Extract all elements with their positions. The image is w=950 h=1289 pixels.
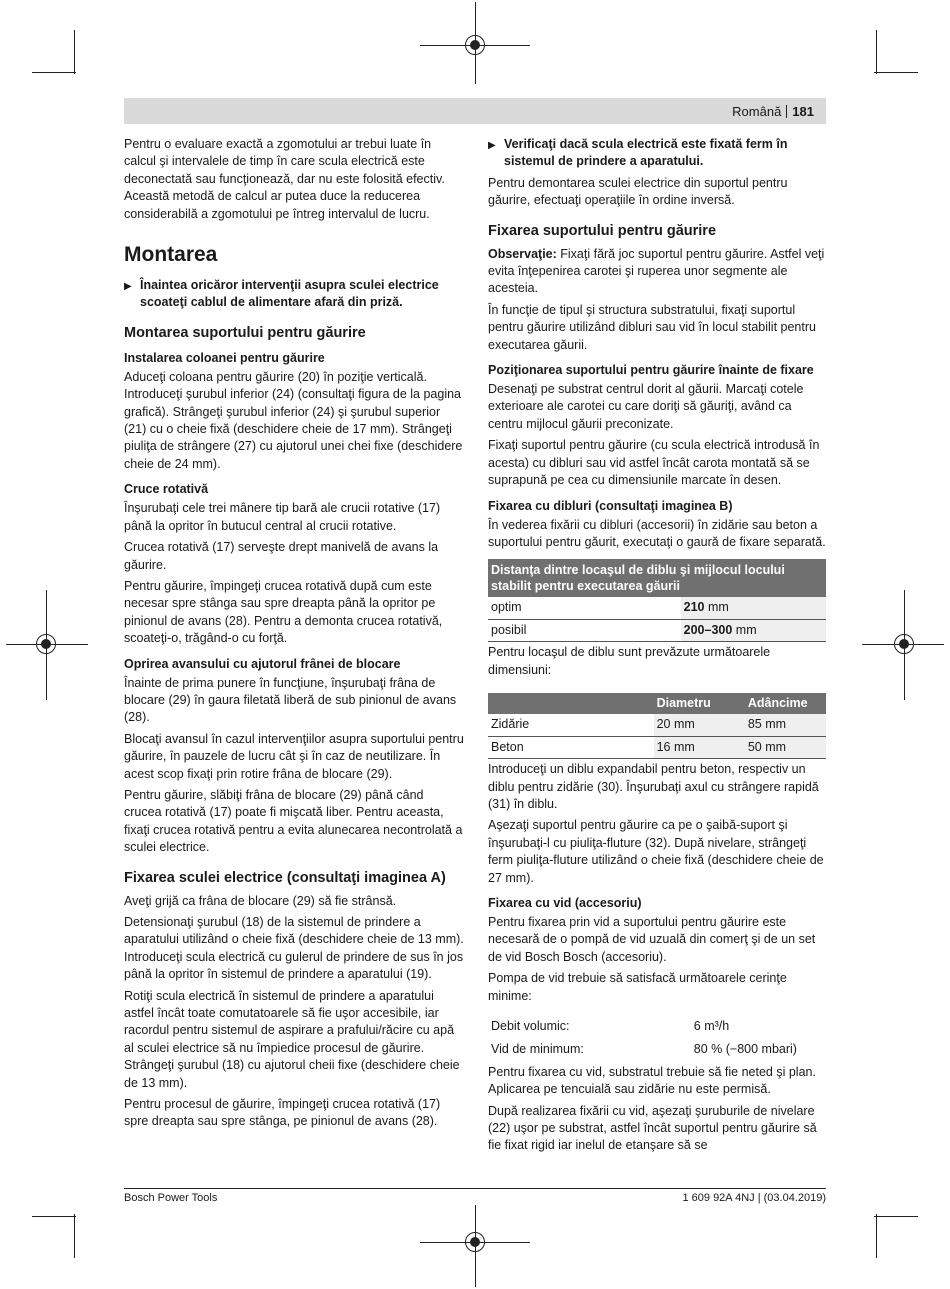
warning-item: ▶ Verificaţi dacă scula electrică este fixată ferm în sistemul de prindere a aparatului. bbox=[488, 136, 826, 171]
paragraph bbox=[488, 246, 826, 298]
crop-mark bbox=[74, 1214, 75, 1258]
paragraph: Înainte de prima punere în funcţiune, înşurubaţi frâna de blocare (29) în gaura filetată liberă de sub pinionul de avans (28). bbox=[124, 675, 457, 725]
paragraph: După realizarea fixării cu vid, aşezaţi şuruburile de nivelare (22) uşor pe substrat, astfel încât suportul pentru găurire să fie fixat rigid iar inelul de etanşare să se bbox=[488, 1103, 817, 1153]
paragraph: Înşurubaţi cele trei mânere tip bară ale crucii rotative (17) până la opritor în butucul central al crucii rotative. bbox=[124, 501, 441, 533]
page-header-bar bbox=[124, 98, 826, 124]
subsection-heading: Fixarea sculei electrice (consultaţi imaginea A) bbox=[124, 869, 446, 886]
table-header: Distanţa dintre locaşul de diblu şi mijlocul locului stabilit pentru executarea găurii bbox=[488, 559, 826, 597]
paragraph: Pompa de vid trebuie să satisfacă următoarele cerinţe minime: bbox=[488, 971, 787, 1003]
paragraph: Pentru găurire, slăbiţi frâna de blocare (29) până când crucea rotativă (17) poate fi mişcată liber. Pentru aceasta, fixaţi crucea rotativă pentru a evita alunecarea necontrolată a sculei electrice. bbox=[124, 787, 463, 855]
subheading: Poziţionarea suportului pentru găurire înainte de fixare bbox=[488, 363, 814, 378]
paragraph: Pentru fixarea cu vid, substratul trebuie să fie neted şi plan. Aplicarea pe tencuială sau zidărie nu este permisă. bbox=[488, 1064, 816, 1097]
paragraph: Pentru locaşul de diblu sunt prevăzute următoarele dimensiuni: bbox=[488, 645, 771, 677]
right-column bbox=[488, 136, 826, 1159]
paragraph: Aşezaţi suportul pentru găurire ca pe o şaibă-suport şi înşurubaţi-l cu piuliţa-fluture (32). După nivelare, strângeţi ferm piuliţa-fluture utilizând o cheie fixă (deschidere cheie de 27 mm). bbox=[488, 818, 824, 885]
table-row: Debit volumic: 6 m³/h bbox=[491, 1019, 730, 1034]
footer-doc-id: 1 609 92A 4NJ | (03.04.2019) bbox=[682, 1192, 826, 1204]
paragraph: Introduceţi un diblu expandabil pentru beton, respectiv un diblu pentru zidărie (30). Înşurubaţi axul cu strângere rapidă (31) în diblu. bbox=[488, 762, 819, 811]
crop-mark bbox=[874, 1216, 918, 1217]
crop-mark bbox=[32, 1216, 76, 1217]
paragraph: Rotiţi scula electrică în sistemul de prindere a aparatului astfel încât toate comutatoarele să fie uşor accesibile, iar racordul pentru sistemul de aspirare a prafului/răcire cu apă al sculei electrice să nu împiedice procesul de găurire. Strângeţi şurubul (18) cu ajutorul cheii fixe (deschidere cheie de 13 mm). bbox=[124, 988, 460, 1090]
registration-mark-icon bbox=[36, 634, 56, 654]
table-row: Vid de minimum: 80 % (−800 mbari) bbox=[491, 1042, 797, 1057]
crop-mark bbox=[32, 72, 76, 73]
table-row: Zidărie 20 mm 85 mm bbox=[488, 714, 826, 736]
crop-mark bbox=[876, 30, 877, 74]
paragraph: În vederea fixării cu dibluri (accesorii) în zidărie sau beton a suportului pentru găurit, executaţi o gaură de fixare separată. bbox=[488, 517, 826, 549]
subsection-heading: Fixarea suportului pentru găurire bbox=[488, 222, 717, 239]
registration-mark-icon bbox=[465, 1232, 485, 1252]
subheading: Cruce rotativă bbox=[124, 482, 209, 497]
paragraph: Detensionaţi şurubul (18) de la sistemul de prindere a aparatului utilizând o cheie fixă (deschidere cheie de 13 mm). Introduceţi scula electrică cu gulerul de prindere de sus în jos până la opritor în sistemul de prindere a aparatului (19). bbox=[124, 915, 464, 982]
registration-mark-icon bbox=[465, 35, 485, 55]
crop-mark bbox=[74, 30, 75, 74]
subheading: Fixarea cu dibluri (consultaţi imaginea B) bbox=[488, 498, 733, 513]
subheading: Instalarea coloanei pentru găurire bbox=[124, 350, 325, 365]
crop-mark bbox=[876, 1214, 877, 1258]
note-text: Fixaţi fără joc suportul pentru găurire. Astfel veţi evita înţepenirea carotei şi ruperea unor segmente ale acesteia. bbox=[488, 246, 825, 296]
dowel-dimensions-table bbox=[488, 693, 826, 759]
intro-paragraph: Pentru o evaluare exactă a zgomotului ar trebui luate în calcul şi intervalele de timp în care scula electrică este deconectată sau funcţionează, dar nu este folosită efectiv. Această metodă de calcul ar putea duce la reducerea considerabilă a zgomotului pe întreg intervalul de lucru. bbox=[124, 137, 445, 221]
left-column bbox=[124, 136, 464, 1135]
registration-mark-icon bbox=[894, 634, 914, 654]
section-heading-montarea: Montarea bbox=[124, 243, 218, 267]
warning-item: ▶ Înaintea oricăror intervenţii asupra sculei electrice scoateţi cablul de alimentare afară din priză. bbox=[124, 277, 464, 312]
triangle-right-icon: ▶ bbox=[488, 140, 496, 151]
paragraph: Pentru procesul de găurire, împingeţi crucea rotativă (17) spre dreapta sau spre stânga, pe pinionul de avans (28). bbox=[124, 1097, 441, 1129]
subheading: Fixarea cu vid (accesoriu) bbox=[488, 896, 642, 910]
table-row: Beton 16 mm 50 mm bbox=[488, 736, 826, 758]
paragraph: Pentru demontarea sculei electrice din suportul pentru găurire, efectuaţi operaţiile în ordine inversă. bbox=[488, 175, 788, 208]
paragraph: Pentru fixarea prin vid a suportului pentru găurire este necesară de o pompă de vid uzuală din comerţ şi de un set de vid Bosch Bosch (accesoriu). bbox=[488, 915, 816, 964]
header-language: Română bbox=[732, 104, 782, 119]
crop-mark bbox=[874, 72, 918, 73]
column-header: Diametru bbox=[654, 693, 745, 714]
subheading: Oprirea avansului cu ajutorul frânei de blocare bbox=[124, 656, 401, 671]
table-row: optim 210 mm bbox=[488, 597, 826, 619]
column-header: Adâncime bbox=[745, 693, 826, 714]
paragraph: Pentru găurire, împingeţi crucea rotativă după cum este necesar spre stânga sau spre dreapta până la opritor pe pinionul de avans (28). Pentru a demonta crucea rotativă, scoateţi-o, trăgând-o cu forţă. bbox=[124, 578, 443, 646]
table-row: posibil 200–300 mm bbox=[488, 619, 826, 641]
page-header bbox=[732, 104, 814, 119]
footer-brand: Bosch Power Tools bbox=[124, 1192, 218, 1204]
paragraph: Crucea rotativă (17) serveşte drept manivelă de avans la găurire. bbox=[124, 540, 439, 572]
paragraph: Fixaţi suportul pentru găurire (cu scula electrică introdusă în acesta) cu dibluri sau vid astfel încât carota montată să se suprapună pe cea cu dimensiunile marcate în desen. bbox=[488, 438, 820, 488]
paragraph: Aduceţi coloana pentru găurire (20) în poziţie verticală. Introduceţi şurubul inferior (24) (consultaţi figura de la pagina grafică). Strângeţi şurubul inferior (24) şi şurubul superior (21) cu o cheie fixă (deschidere cheie de 17 mm). Strângeţi piuliţa de strângere (27) cu ajutorul unei chei fixe (deschidere cheie de 24 mm). bbox=[124, 369, 463, 471]
subsection-heading: Montarea suportului pentru găurire bbox=[124, 324, 366, 341]
paragraph: Aveţi grijă ca frâna de blocare (29) să fie strânsă. bbox=[124, 893, 397, 908]
paragraph: Blocaţi avansul în cazul intervenţiilor asupra suportului pentru găurire, în pauzele de lucru cât şi în caz de neutilizare. În acest scop fixaţi prin rotire frâna de blocare (29). bbox=[124, 731, 464, 781]
paragraph: În funcţie de tipul şi structura substratului, fixaţi suportul pentru găurire utilizând dibluri sau vid în locul stabilit pentru executarea găurii. bbox=[488, 302, 816, 352]
dowel-distance-table bbox=[488, 559, 826, 642]
page-number: 181 bbox=[792, 104, 814, 119]
triangle-right-icon: ▶ bbox=[124, 281, 132, 293]
vacuum-requirements-table bbox=[488, 1015, 826, 1062]
paragraph: Desenaţi pe substrat centrul dorit al găurii. Marcaţi cotele exterioare ale carotei cu care doriţi să găuriţi, având ca centru mijlocul găurii preconizate. bbox=[488, 382, 804, 431]
note-label: Observaţie: bbox=[488, 246, 557, 261]
footer-divider bbox=[124, 1188, 826, 1189]
